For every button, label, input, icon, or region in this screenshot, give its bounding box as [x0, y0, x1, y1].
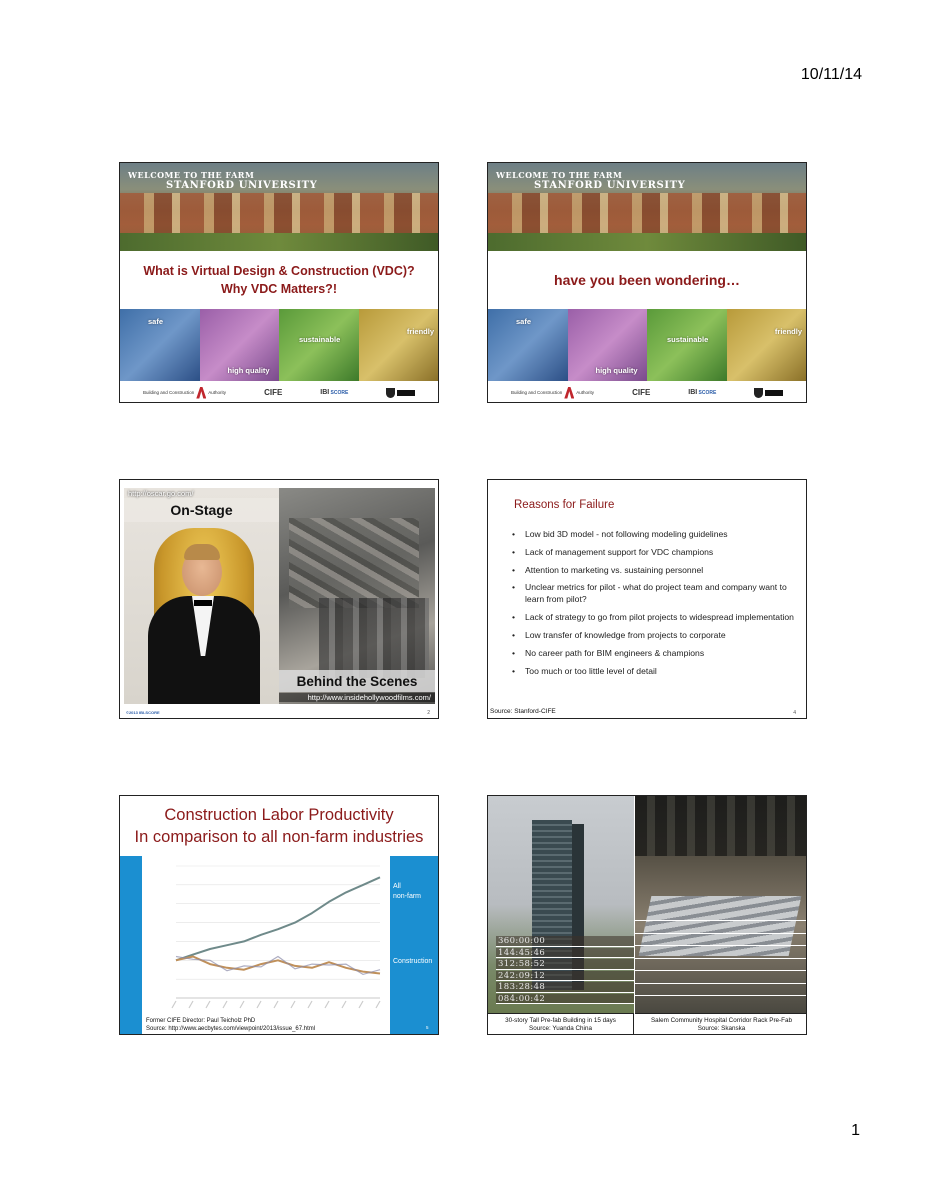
productivity-chart: [142, 856, 390, 1016]
slide-title: have you been wondering…: [554, 272, 740, 288]
slide-reasons-failure: [487, 479, 807, 719]
shield-icon: [754, 388, 763, 398]
bca-mark-icon: [196, 387, 206, 399]
timer-readout: 183:28:48: [496, 982, 634, 993]
tile-high-quality: high quality: [568, 309, 648, 381]
image-strip: [120, 309, 438, 381]
list-item: • Low bid 3D model - not following modeling guidelines: [512, 528, 797, 540]
list-item: • Attention to marketing vs. sustaining personnel: [512, 564, 797, 576]
cife-logo: CIFE: [632, 388, 651, 397]
timer-readout: 312:58:52: [496, 959, 634, 970]
x-tick: [257, 1001, 261, 1008]
slide-wondering: [487, 162, 807, 403]
list-item: • Lack of strategy to go from pilot projects to widespread implementation: [512, 611, 797, 623]
tile-high-quality: high quality: [200, 309, 280, 381]
list-item: • Too much or too little level of detail: [512, 665, 797, 677]
series-line-construction: [176, 957, 380, 974]
series-line-all-nonfarm: [176, 877, 380, 960]
partner-logo: [754, 388, 783, 398]
x-tick: [172, 1001, 176, 1008]
slide-title: Reasons for Failure: [514, 499, 615, 511]
timer-readout: 242:09:12: [496, 971, 634, 982]
logo-bar: [488, 381, 806, 403]
tile-safe: safe: [488, 309, 568, 381]
list-item: • Unclear metrics for pilot - what do project team and company want to learn from pilot?: [512, 581, 797, 605]
image-strip: [488, 309, 806, 381]
tile-friendly: friendly: [359, 309, 439, 381]
slide-vdc-title: [119, 162, 439, 403]
slide-number: 2: [427, 710, 430, 716]
x-tick: [291, 1001, 295, 1008]
cife-logo: CIFE: [264, 388, 283, 397]
banner-university-text: STANFORD UNIVERSITY: [534, 180, 686, 191]
label-all-nonfarm: All non-farm: [393, 883, 422, 900]
x-tick: [240, 1001, 244, 1008]
slide-number: 4: [793, 710, 796, 716]
x-tick: [274, 1001, 278, 1008]
tile-friendly: friendly: [727, 309, 807, 381]
slide-labor-productivity: [119, 795, 439, 1035]
tile-safe: safe: [120, 309, 200, 381]
source-note: Former CIFE Director: Paul Teicholz PhD Source: http://www.aecbytes.com/viewpoint/2013/issue_67.html: [146, 1018, 316, 1032]
x-tick: [359, 1001, 363, 1008]
list-item: • No career path for BIM engineers & champions: [512, 647, 797, 659]
productivity-chart-svg: [142, 856, 390, 1016]
stanford-banner-photo: [120, 163, 438, 251]
slide-onstage-behind: [119, 479, 439, 719]
x-tick: [308, 1001, 312, 1008]
timer-readout: 084:00:42: [496, 994, 634, 1005]
stanford-banner-photo: [488, 163, 806, 251]
x-tick: [325, 1001, 329, 1008]
slide-title: Construction Labor Productivity In comparison to all non-farm industries: [134, 806, 424, 846]
label-construction: Construction: [393, 958, 433, 965]
banner-welcome-text: WELCOME TO THE FARM: [496, 170, 623, 180]
page-date: 10/11/14: [800, 66, 862, 83]
tower-photo: [488, 796, 634, 1013]
banner-university-text: STANFORD UNIVERSITY: [166, 180, 318, 191]
ibi-score-logo: IBI SCORE: [320, 389, 349, 396]
timer-readout: 144:45:46: [496, 948, 634, 959]
list-item: • Low transfer of knowledge from projects to corporate: [512, 629, 797, 641]
shield-icon: [386, 388, 395, 398]
reasons-list: [512, 528, 797, 682]
tile-sustainable: sustainable: [647, 309, 727, 381]
series-line-secondary: [176, 957, 380, 975]
warehouse-photo: [635, 796, 807, 1013]
url-insidehollywood: http://www.insidehollywoodfilms.com/: [279, 693, 435, 702]
banner-welcome-text: WELCOME TO THE FARM: [128, 170, 255, 180]
timer-readout: 360:00:00: [496, 936, 634, 947]
x-tick: [376, 1001, 380, 1008]
caption-tower: 30-story Tall Pre-fab Building in 15 days Source: Yuanda China: [488, 1013, 634, 1035]
ibi-score-logo: IBI SCORE: [688, 389, 717, 396]
timer-stack: [496, 936, 634, 1005]
slide-number: 5: [426, 1025, 429, 1030]
url-oscar: http://oscar.go.com/: [128, 489, 194, 498]
tile-sustainable: sustainable: [279, 309, 359, 381]
bca-mark-icon: [564, 387, 574, 399]
caption-hospital: Salem Community Hospital Corridor Rack Pre-Fab Source: Skanska: [635, 1013, 807, 1035]
page-number: 1: [851, 1122, 860, 1139]
bca-logo: Building and Construction Authority: [143, 387, 226, 399]
x-tick: [342, 1001, 346, 1008]
onstage-label: On-Stage: [124, 498, 279, 522]
slide-title: What is Virtual Design & Construction (VDC)? Why VDC Matters?!: [143, 264, 415, 296]
x-tick: [189, 1001, 193, 1008]
logo-bar: [120, 381, 438, 403]
source-note: Source: Stanford-CIFE: [490, 708, 556, 715]
bca-logo: Building and Construction Authority: [511, 387, 594, 399]
behind-scenes-label: Behind the Scenes: [279, 670, 435, 692]
copyright-mark: ©2013 IBI-SCORE: [126, 710, 160, 715]
slide-prefab-examples: [487, 795, 807, 1035]
x-tick: [223, 1001, 227, 1008]
list-item: • Lack of management support for VDC champions: [512, 546, 797, 558]
x-tick: [206, 1001, 210, 1008]
partner-logo: [386, 388, 415, 398]
